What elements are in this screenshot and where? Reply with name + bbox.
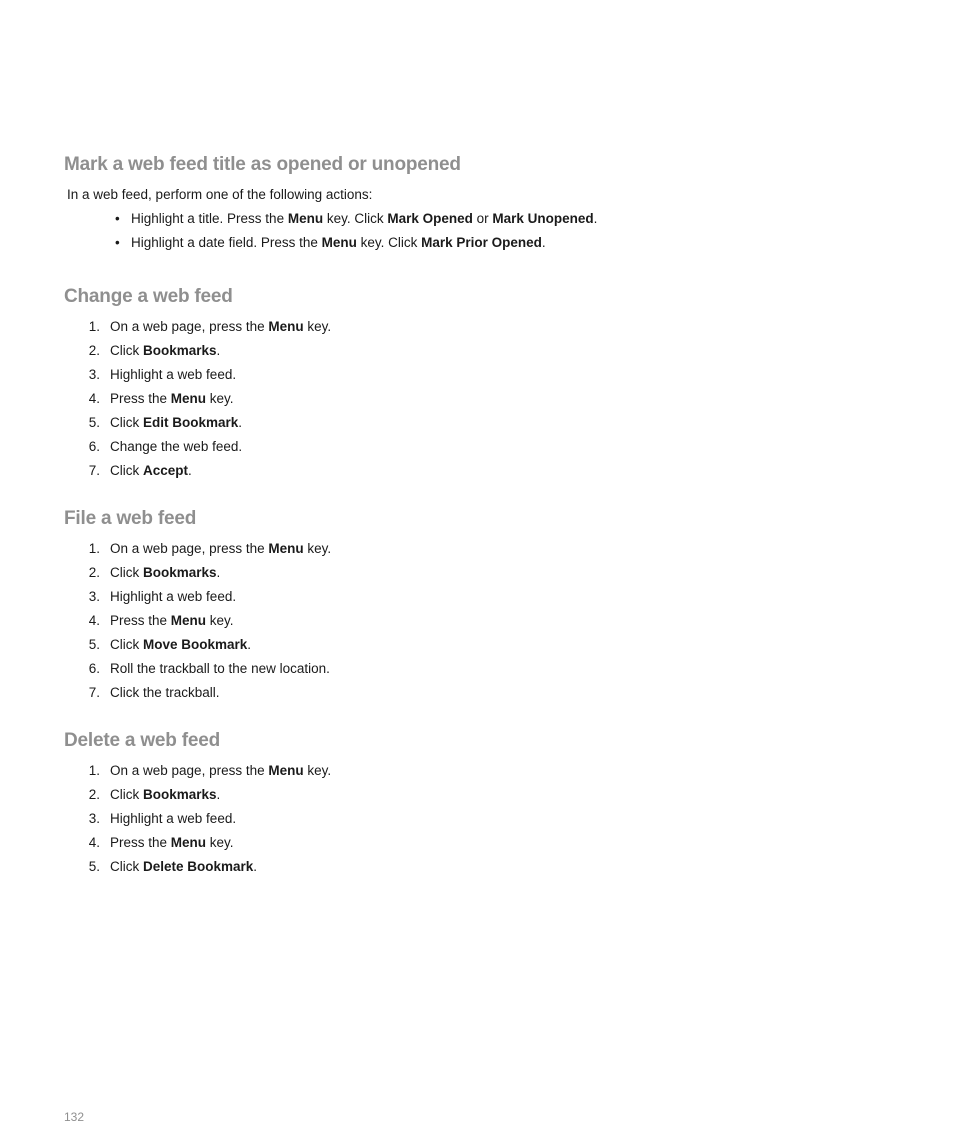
ui-term: Menu: [287, 211, 324, 226]
step-text: Press the Menu key.: [110, 835, 234, 850]
step-text: Change the web feed.: [110, 439, 243, 454]
step-text: Click Bookmarks.: [110, 787, 221, 802]
step-text: Highlight a web feed.: [110, 367, 237, 382]
section-delete-web-feed: [64, 729, 884, 879]
step-text: Highlight a web feed.: [110, 589, 237, 604]
section-change-web-feed: [64, 285, 884, 483]
intro-text: In a web feed, perform one of the following actions:: [67, 187, 373, 202]
step-text: Click Move Bookmark.: [110, 637, 252, 652]
step-text: Click Bookmarks.: [110, 343, 221, 358]
page-number: 132: [64, 1110, 85, 1124]
step-number: 1.: [88, 319, 100, 334]
step-item: [64, 657, 884, 681]
step-number: 4.: [88, 835, 100, 850]
step-number: 2.: [88, 565, 100, 580]
step-number: 4.: [88, 391, 100, 406]
step-item: [64, 411, 884, 435]
step-text: Press the Menu key.: [110, 613, 234, 628]
step-number: 5.: [88, 415, 100, 430]
step-item: [64, 807, 884, 831]
step-number: 3.: [88, 811, 100, 826]
ui-term: Menu: [268, 541, 304, 556]
ui-term: Mark Unopened: [492, 211, 594, 226]
step-list: [64, 315, 884, 483]
ui-term: Menu: [268, 763, 304, 778]
step-number: 2.: [88, 343, 100, 358]
bullet-list: [64, 207, 884, 255]
step-item: [64, 681, 884, 705]
ui-term: Menu: [170, 613, 207, 628]
step-text: Click Accept.: [110, 463, 192, 478]
step-item: [64, 585, 884, 609]
bullet-item: • Highlight a title. Press the Menu key. Click Mark Opened or Mark Unopened.: [115, 207, 884, 231]
ui-term: Menu: [321, 235, 357, 250]
ui-term: Menu: [170, 391, 207, 406]
step-number: 6.: [88, 661, 100, 676]
section-heading: File a web feed: [64, 508, 197, 529]
section-heading: Mark a web feed title as opened or unopened: [64, 154, 461, 175]
step-number: 1.: [88, 541, 100, 556]
step-item: [64, 435, 884, 459]
ui-term: Menu: [170, 835, 207, 850]
step-item: [64, 855, 884, 879]
step-number: 3.: [88, 367, 100, 382]
ui-term: Edit Bookmark: [143, 415, 239, 430]
step-text: Press the Menu key.: [110, 391, 234, 406]
step-item: [64, 537, 884, 561]
ui-term: Bookmarks: [143, 343, 217, 358]
step-list: [64, 537, 884, 705]
ui-term: Menu: [268, 319, 304, 334]
ui-term: Delete Bookmark: [143, 859, 254, 874]
step-text: On a web page, press the Menu key.: [110, 763, 332, 778]
section-file-web-feed: [64, 507, 884, 705]
step-number: 6.: [88, 439, 100, 454]
step-number: 4.: [88, 613, 100, 628]
step-item: [64, 783, 884, 807]
step-text: Click the trackball.: [110, 685, 220, 700]
step-item: [64, 609, 884, 633]
ui-term: Mark Prior Opened: [421, 235, 542, 250]
step-text: On a web page, press the Menu key.: [110, 541, 332, 556]
bullet-item: • Highlight a date field. Press the Menu key. Click Mark Prior Opened.: [115, 231, 884, 255]
section-mark-web-feed: [64, 153, 884, 255]
ui-term: Bookmarks: [143, 787, 217, 802]
ui-term: Accept: [143, 463, 189, 478]
step-number: 5.: [88, 637, 100, 652]
step-item: [64, 459, 884, 483]
ui-term: Bookmarks: [143, 565, 217, 580]
step-item: [64, 633, 884, 657]
step-item: [64, 831, 884, 855]
step-number: 7.: [88, 463, 100, 478]
step-text: Roll the trackball to the new location.: [110, 661, 330, 676]
step-text: Click Delete Bookmark.: [110, 859, 258, 874]
step-number: 3.: [88, 589, 100, 604]
ui-term: Move Bookmark: [143, 637, 248, 652]
step-item: [64, 561, 884, 585]
step-item: [64, 339, 884, 363]
section-heading: Change a web feed: [64, 286, 233, 307]
step-text: Click Bookmarks.: [110, 565, 221, 580]
step-text: Click Edit Bookmark.: [110, 415, 243, 430]
step-item: [64, 387, 884, 411]
step-item: [64, 315, 884, 339]
step-item: [64, 363, 884, 387]
step-list: [64, 759, 884, 879]
step-number: 2.: [88, 787, 100, 802]
step-number: 1.: [88, 763, 100, 778]
step-number: 5.: [88, 859, 100, 874]
step-item: [64, 759, 884, 783]
section-heading: Delete a web feed: [64, 730, 221, 751]
ui-term: Mark Opened: [387, 211, 473, 226]
step-text: On a web page, press the Menu key.: [110, 319, 332, 334]
step-number: 7.: [88, 685, 100, 700]
step-text: Highlight a web feed.: [110, 811, 237, 826]
